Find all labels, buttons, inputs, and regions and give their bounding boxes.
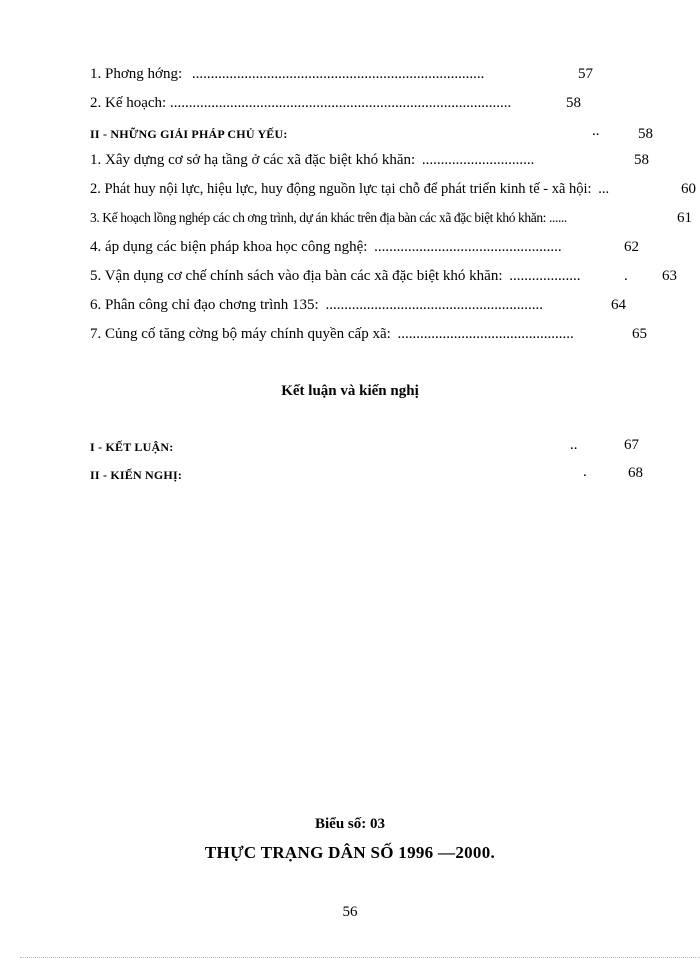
toc-row-leader: ............................................... (397, 326, 574, 342)
toc-row-leader: .............................. (421, 152, 535, 168)
toc-row-label: II - KIẾN NGHỊ: (90, 468, 183, 482)
toc-row-leader: . (583, 464, 587, 480)
toc-section-heading[interactable] (90, 468, 182, 483)
toc-row[interactable] (90, 297, 543, 314)
toc-row[interactable] (90, 95, 511, 112)
toc-row-label: 2. Kế hoạch: (90, 95, 167, 111)
toc-page-number: 58 (566, 95, 581, 111)
toc-page-number: 67 (624, 437, 639, 453)
toc-page-number: 62 (624, 239, 639, 255)
toc-page-number: 57 (578, 66, 593, 82)
toc-row[interactable] (90, 239, 562, 256)
toc-row-leader: ................... (509, 268, 581, 284)
toc-section-heading[interactable] (90, 127, 288, 142)
toc-page-number: 63 (662, 268, 677, 284)
toc-row-leader: .............................................................................. (191, 66, 485, 82)
toc-row[interactable] (90, 66, 484, 83)
figure-label: Biểu số: 03 (314, 816, 385, 832)
toc-row[interactable] (90, 326, 574, 343)
toc-row-leader: .. (570, 437, 578, 453)
toc-row[interactable] (90, 210, 567, 226)
toc-page-number: 68 (628, 465, 643, 481)
toc-page-number: 58 (634, 152, 649, 168)
toc-row-leader: ... (598, 181, 610, 197)
toc-row-label: 6. Phân công chỉ đạo chơng trình 135: (90, 297, 319, 313)
toc-section-heading[interactable] (90, 440, 173, 455)
toc-row-label: 1. Phơng hớng: (90, 66, 183, 82)
page-number: 56 (342, 904, 358, 920)
toc-row-label: I - KẾT LUẬN: (90, 440, 174, 454)
toc-row-label: 2. Phát huy nội lực, hiệu lực, huy động nguồn lực tại chỗ để phát triển kinh tế - xã hội: (90, 181, 592, 197)
toc-row[interactable] (90, 268, 581, 285)
toc-row-leader-extra: . (624, 268, 628, 284)
toc-row-leader: .......................................................... (325, 297, 543, 313)
toc-row-label: 4. áp dụng các biện pháp khoa học công nghệ: (90, 239, 368, 255)
toc-row-label: II - NHỮNG GIẢI PHÁP CHỦ YẾU: (90, 127, 288, 141)
toc-row-leader: ...... (549, 210, 567, 225)
toc-row-label: 3. Kế hoạch lồng nghép các ch ơng trình, dự án khác trên địa bàn các xã đặc biệt khó khăn: (90, 210, 547, 225)
figure-title: THỰC TRẠNG DÂN SỐ 1996 —2000. (204, 843, 496, 862)
toc-page-number: 61 (677, 210, 692, 226)
page-bottom-border (20, 957, 700, 958)
section-title: Kết luận và kiến nghị (281, 383, 419, 399)
toc-page-number: 65 (632, 326, 647, 342)
toc-row[interactable] (90, 181, 609, 198)
toc-page-number: 64 (611, 297, 626, 313)
toc-page-number: 60 (681, 181, 696, 197)
toc-row-label: 5. Vận dụng cơ chế chính sách vào địa bàn các xã đặc biệt khó khăn: (90, 268, 503, 284)
toc-row-leader: .. (592, 123, 600, 139)
toc-row[interactable] (90, 152, 534, 169)
toc-row-leader: .................................................. (374, 239, 562, 255)
toc-row-label: 7. Củng cố tăng cờng bộ máy chính quyền cấp xã: (90, 326, 391, 342)
toc-row-leader: ........................................................................................... (169, 95, 512, 111)
toc-row-label: 1. Xây dựng cơ sở hạ tầng ở các xã đặc biệt khó khăn: (90, 152, 416, 168)
toc-page-number: 58 (638, 126, 653, 142)
